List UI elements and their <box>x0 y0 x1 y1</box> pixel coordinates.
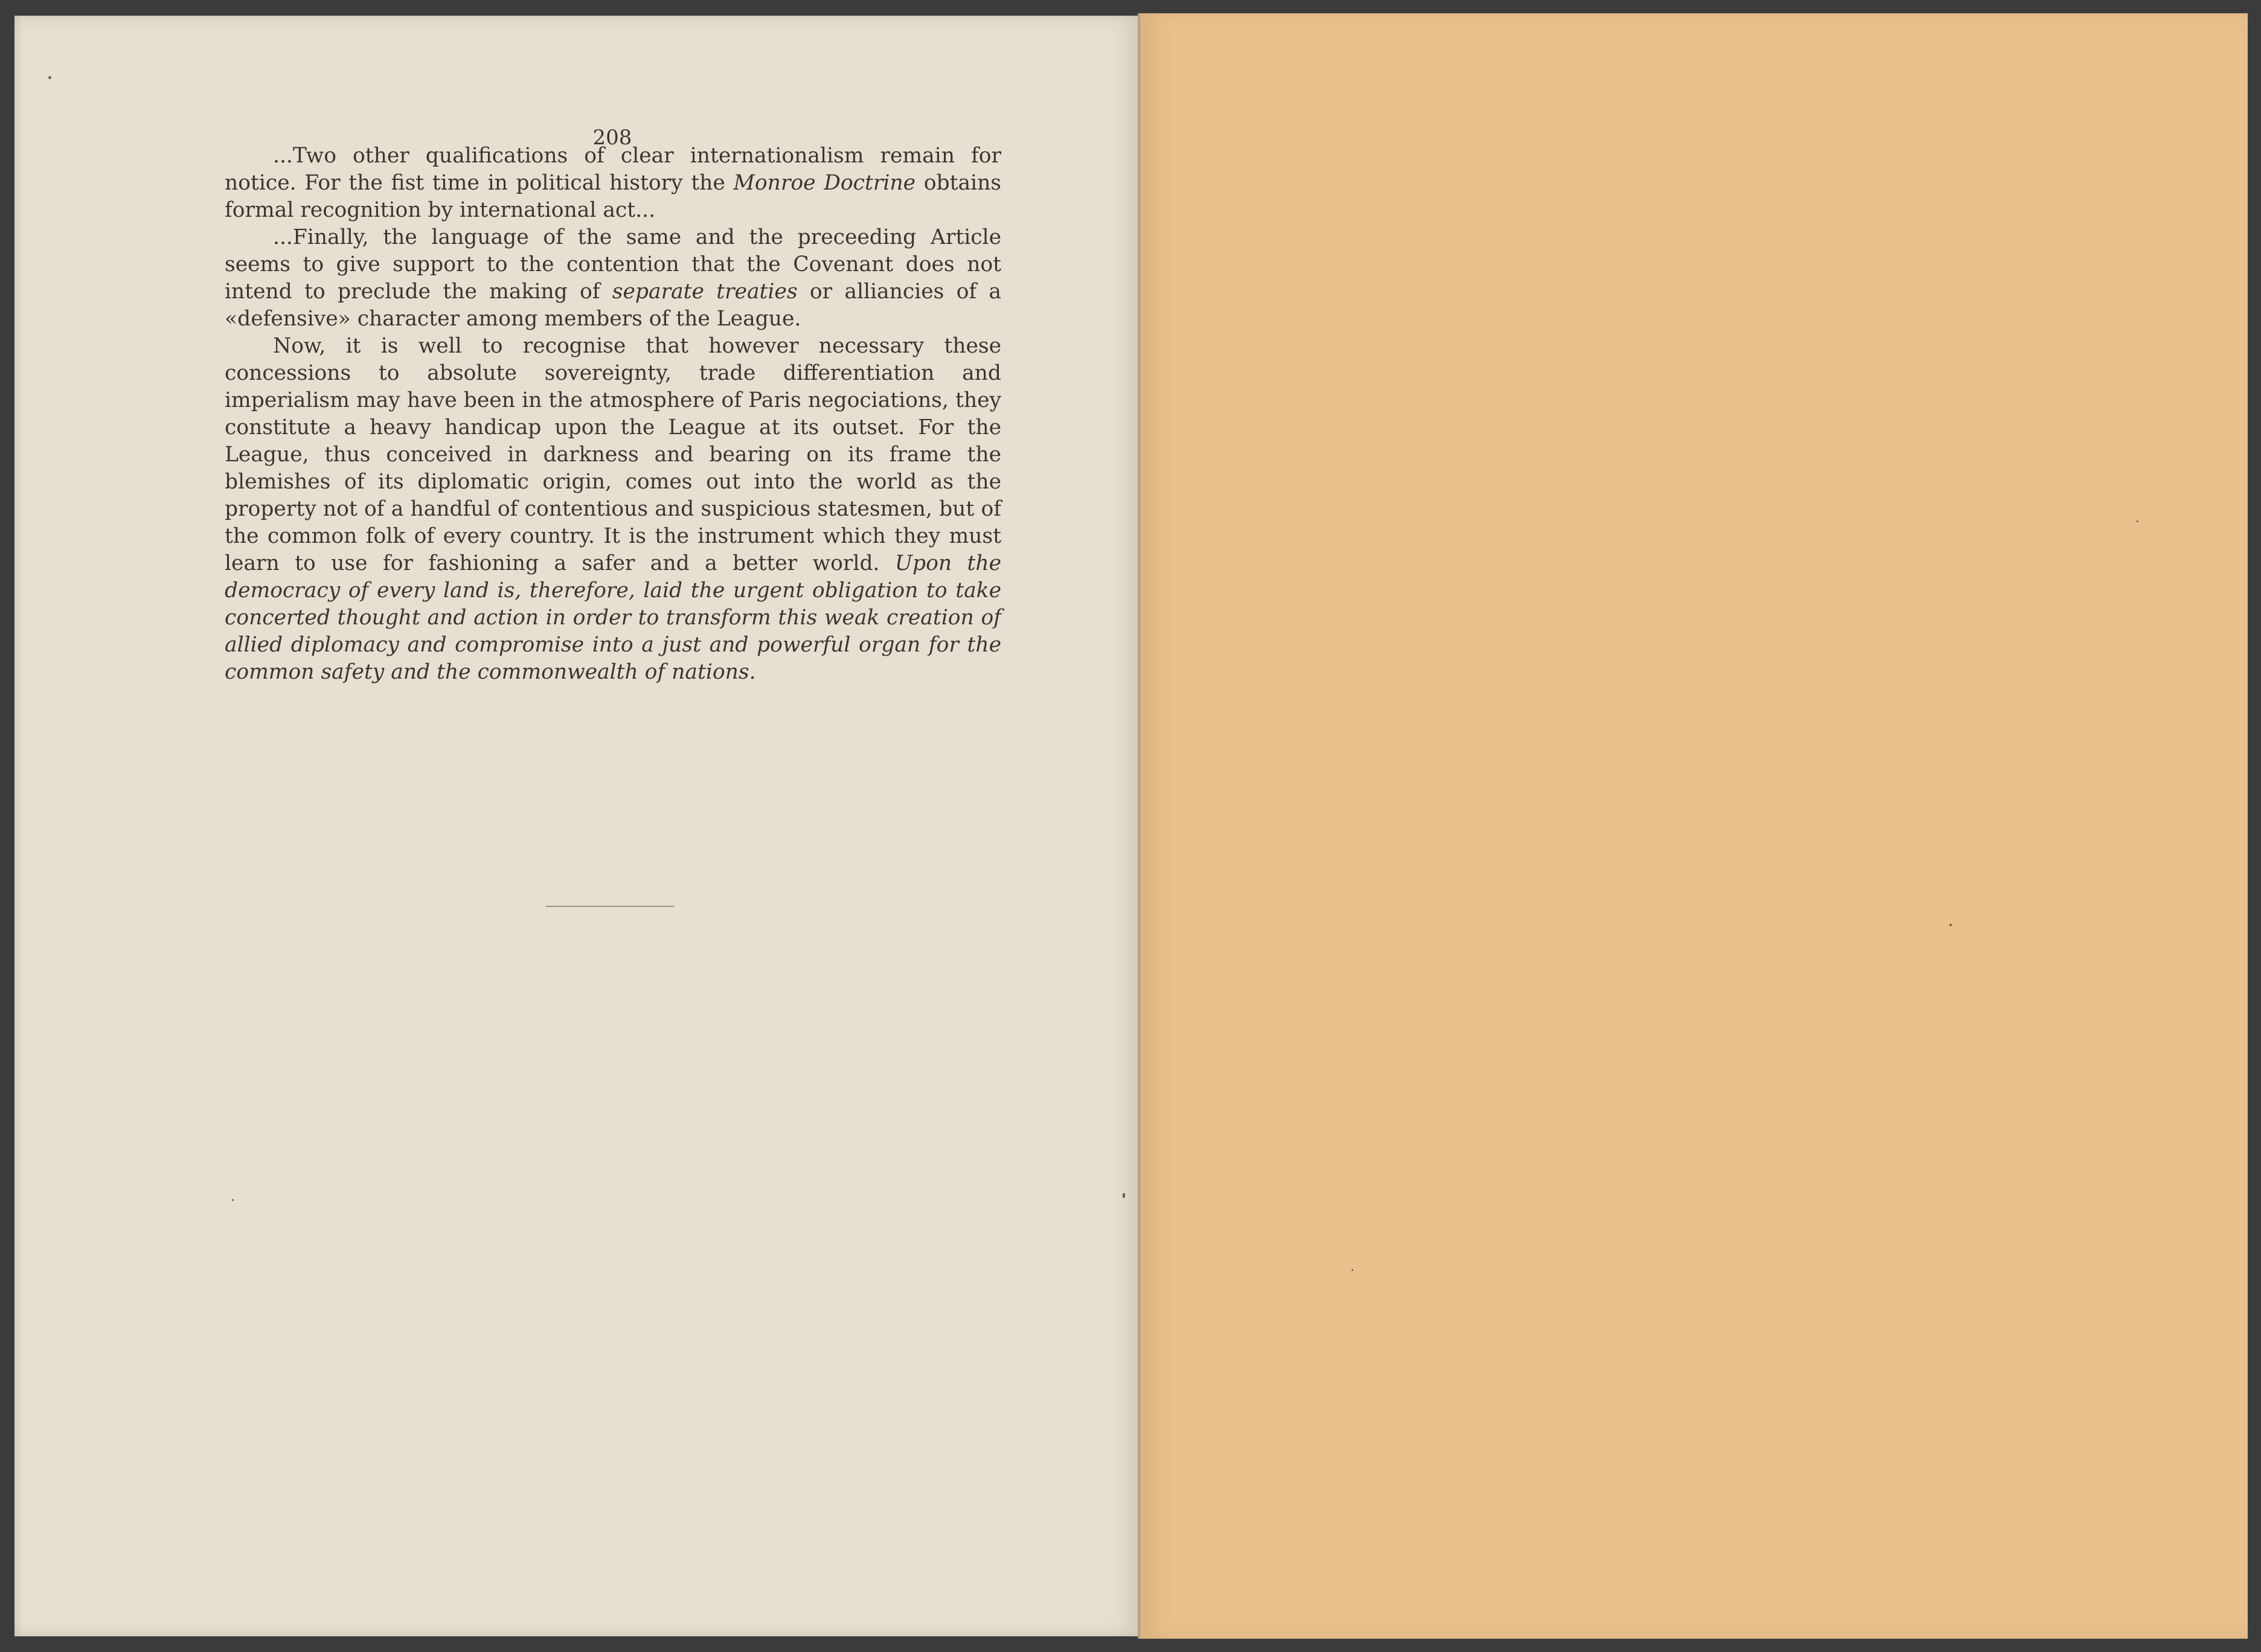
paragraph-1 <box>225 142 1001 224</box>
text-run-italic: Upon the democracy of every land is, therefore, laid the urgent obligation to take concerted thought and action in order to transform this weak creation of allied diplomacy and compromise into a just and powerful organ for the common safety and the commonwealth of nations. <box>225 551 1001 684</box>
text-run: obtains formal recognition by international act... <box>225 171 1001 222</box>
paragraph-3 <box>225 333 1001 686</box>
paper-speck <box>232 1199 234 1201</box>
paper-speck <box>2137 520 2138 522</box>
left-page <box>14 16 1140 1636</box>
paragraph-2 <box>225 224 1001 333</box>
text-run: Now, it is well to recognise that however necessary these concessions to absolute sovereignty, trade differentiation and imperialism may have been in the atmosphere of Paris negociations, they constitute a heavy handicap upon the League at its outset. For the League, thus conceived in darkness and bearing on its frame the blemishes of its diplomatic origin, comes out into the world as the property not of a handful of contentious and suspicious statesmen, but of the common folk of every country. It is the instrument which they must learn to use for fashioning a safer and a better world. <box>225 334 1001 575</box>
paper-speck <box>1123 1193 1125 1198</box>
right-page-blank <box>1140 13 2248 1639</box>
text-run: or alliancies of a «defensive» character among members of the League. <box>225 280 1001 331</box>
text-run: ...Finally, the language of the same and the preceeding Article seems to give support to the contention that the Covenant does not intend to preclude the making of <box>225 225 1001 304</box>
text-run-italic: separate treaties <box>612 280 798 304</box>
paper-speck <box>1352 1269 1353 1271</box>
body-text <box>225 142 1001 686</box>
page-number: 208 <box>592 126 632 150</box>
section-divider <box>546 906 674 907</box>
text-run: ...Two other qualifications of clear internationalism remain for notice. For the fist time in political history the <box>225 144 1001 195</box>
paper-speck <box>48 76 51 79</box>
paper-speck <box>1949 924 1952 926</box>
text-run-italic: Monroe Doctrine <box>733 171 916 195</box>
